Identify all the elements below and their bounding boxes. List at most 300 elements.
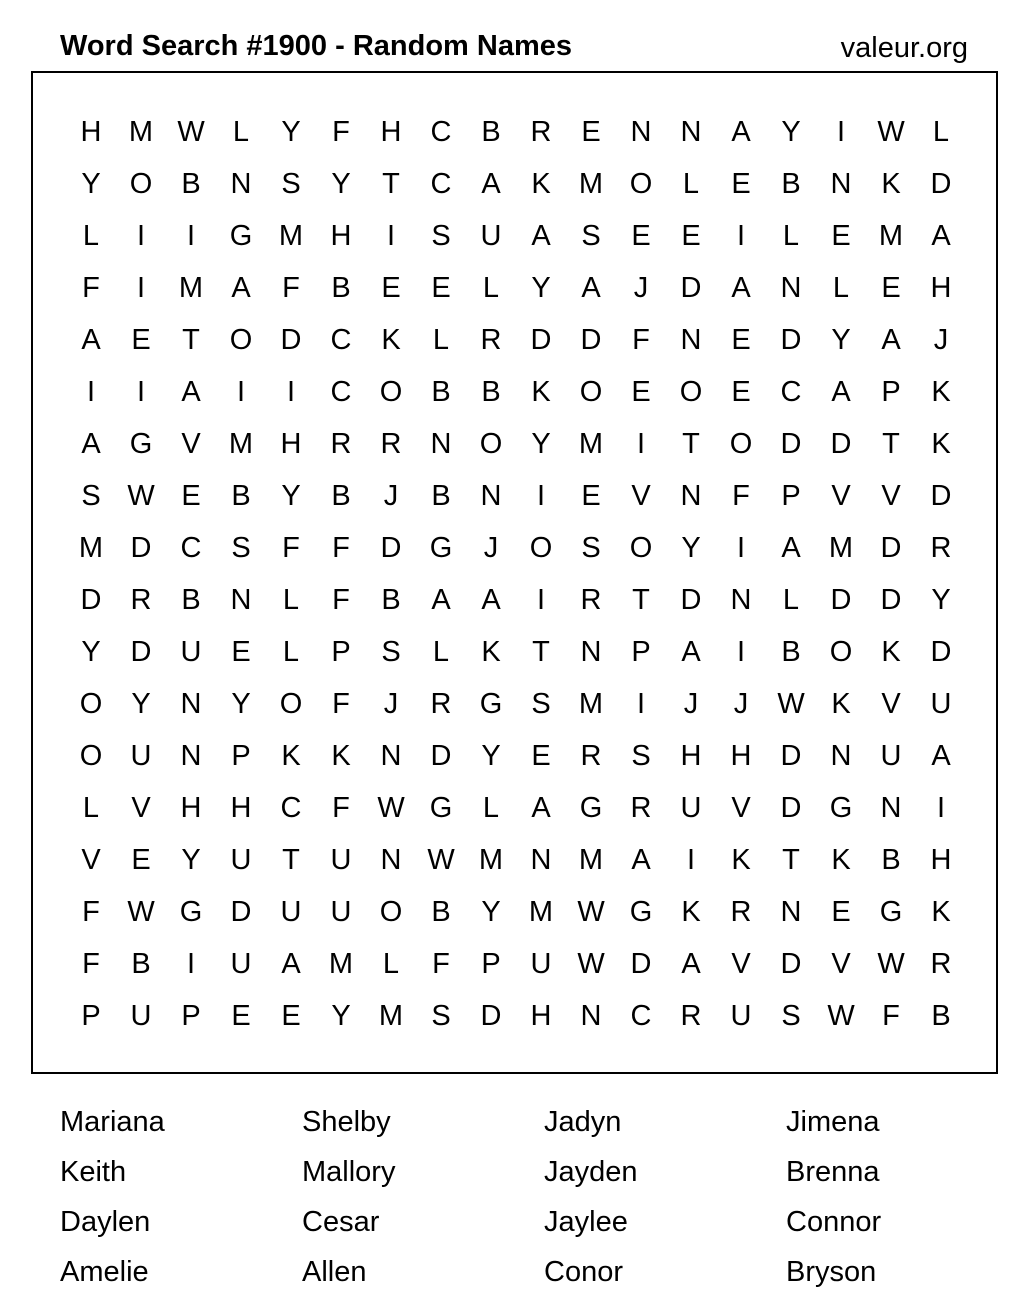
- grid-letter: E: [131, 324, 151, 356]
- grid-letter: B: [881, 844, 901, 876]
- grid-letter: O: [79, 740, 103, 772]
- grid-letter: E: [831, 896, 851, 928]
- grid-letter: T: [182, 324, 200, 356]
- grid-letter: J: [933, 324, 949, 356]
- grid-letter: L: [282, 636, 300, 668]
- grid-letter: P: [631, 636, 651, 668]
- word-list-item: Bryson: [786, 1256, 877, 1288]
- grid-letter: Y: [331, 1000, 351, 1032]
- grid-letter: H: [930, 272, 952, 304]
- grid-letter: Y: [281, 116, 301, 148]
- grid-letter: N: [780, 272, 802, 304]
- grid-letter: L: [932, 116, 950, 148]
- grid-letter: E: [231, 1000, 251, 1032]
- grid-letter: N: [630, 116, 652, 148]
- grid-letter: K: [681, 896, 701, 928]
- word-list-item: Daylen: [60, 1206, 151, 1238]
- grid-letter: N: [730, 584, 752, 616]
- grid-letter: E: [631, 220, 651, 252]
- grid-letter: G: [479, 688, 503, 720]
- grid-letter: O: [379, 376, 403, 408]
- grid-letter: H: [330, 220, 352, 252]
- grid-letter: B: [231, 480, 251, 512]
- grid-letter: A: [181, 376, 201, 408]
- grid-letter: D: [780, 740, 802, 772]
- grid-letter: L: [832, 272, 850, 304]
- grid-letter: R: [580, 740, 602, 772]
- grid-letter: B: [431, 480, 451, 512]
- grid-letter: N: [580, 636, 602, 668]
- grid-letter: D: [480, 1000, 502, 1032]
- grid-letter: B: [781, 168, 801, 200]
- grid-letter: F: [332, 584, 350, 616]
- grid-letter: V: [731, 948, 751, 980]
- grid-letter: N: [180, 688, 202, 720]
- grid-letter: N: [830, 168, 852, 200]
- grid-letter: A: [81, 324, 101, 356]
- grid-letter: S: [781, 1000, 801, 1032]
- word-list-item: Allen: [302, 1256, 367, 1288]
- grid-letter: O: [379, 896, 403, 928]
- grid-letter: B: [331, 272, 351, 304]
- grid-letter: K: [931, 428, 951, 460]
- grid-letter: Y: [81, 168, 101, 200]
- grid-letter: W: [577, 948, 605, 980]
- grid-letter: K: [831, 688, 851, 720]
- grid-letter: I: [236, 376, 246, 408]
- grid-letter: E: [731, 168, 751, 200]
- grid-letter: I: [136, 272, 146, 304]
- grid-letter: H: [930, 844, 952, 876]
- grid-letter: G: [829, 792, 853, 824]
- grid-letter: S: [581, 532, 601, 564]
- grid-letter: A: [481, 168, 501, 200]
- grid-letter: E: [731, 324, 751, 356]
- word-list-item: Jadyn: [544, 1106, 622, 1138]
- grid-letter: Y: [181, 844, 201, 876]
- grid-letter: M: [578, 844, 604, 876]
- grid-letter: S: [81, 480, 101, 512]
- grid-letter: K: [281, 740, 301, 772]
- grid-letter: Y: [831, 324, 851, 356]
- grid-letter: R: [680, 1000, 702, 1032]
- grid-letter: I: [136, 220, 146, 252]
- grid-letter: F: [282, 532, 300, 564]
- grid-letter: U: [930, 688, 952, 720]
- word-list-item: Conor: [544, 1256, 623, 1288]
- grid-letter: M: [378, 1000, 404, 1032]
- grid-letter: U: [880, 740, 902, 772]
- word-list-item: Shelby: [302, 1106, 391, 1138]
- grid-letter: R: [530, 116, 552, 148]
- grid-letter: I: [736, 636, 746, 668]
- grid-letter: G: [879, 896, 903, 928]
- grid-letter: U: [280, 896, 302, 928]
- grid-letter: D: [680, 584, 702, 616]
- grid-letter: U: [130, 1000, 152, 1032]
- grid-letter: I: [686, 844, 696, 876]
- grid-letter: A: [731, 116, 751, 148]
- grid-letter: D: [380, 532, 402, 564]
- grid-letter: G: [129, 428, 153, 460]
- grid-letter: P: [481, 948, 501, 980]
- grid-letter: U: [230, 948, 252, 980]
- grid-letter: V: [881, 688, 901, 720]
- grid-letter: D: [580, 324, 602, 356]
- grid-letter: I: [736, 220, 746, 252]
- grid-letter: L: [382, 948, 400, 980]
- grid-letter: G: [629, 896, 653, 928]
- grid-letter: P: [881, 376, 901, 408]
- grid-letter: Y: [531, 272, 551, 304]
- grid-letter: V: [631, 480, 651, 512]
- grid-letter: G: [579, 792, 603, 824]
- grid-letter: Y: [481, 896, 501, 928]
- grid-letter: L: [782, 220, 800, 252]
- grid-letter: T: [882, 428, 900, 460]
- grid-letter: A: [681, 948, 701, 980]
- grid-letter: A: [481, 584, 501, 616]
- grid-letter: B: [431, 896, 451, 928]
- grid-letter: O: [529, 532, 553, 564]
- grid-letter: H: [530, 1000, 552, 1032]
- grid-letter: I: [636, 428, 646, 460]
- grid-letter: E: [731, 376, 751, 408]
- grid-letter: R: [580, 584, 602, 616]
- grid-letter: N: [480, 480, 502, 512]
- grid-letter: M: [278, 220, 304, 252]
- grid-letter: R: [930, 948, 952, 980]
- grid-letter: C: [780, 376, 802, 408]
- word-list: [60, 1097, 1028, 1297]
- grid-letter: B: [481, 116, 501, 148]
- grid-letter: B: [381, 584, 401, 616]
- grid-letter: S: [531, 688, 551, 720]
- grid-letter: L: [432, 324, 450, 356]
- grid-letter: D: [880, 584, 902, 616]
- grid-letter: A: [281, 948, 301, 980]
- grid-letter: A: [581, 272, 601, 304]
- grid-letter: R: [630, 792, 652, 824]
- grid-letter: E: [131, 844, 151, 876]
- grid-letter: Y: [481, 740, 501, 772]
- grid-letter: S: [381, 636, 401, 668]
- grid-letter: D: [830, 584, 852, 616]
- grid-letter: W: [427, 844, 455, 876]
- puzzle-board: [31, 71, 998, 1074]
- grid-letter: U: [180, 636, 202, 668]
- grid-letter: P: [231, 740, 251, 772]
- grid-letter: W: [877, 116, 905, 148]
- grid-letter: H: [80, 116, 102, 148]
- grid-letter: U: [480, 220, 502, 252]
- grid-letter: J: [383, 688, 399, 720]
- grid-letter: O: [579, 376, 603, 408]
- grid-letter: A: [81, 428, 101, 460]
- grid-letter: N: [580, 1000, 602, 1032]
- grid-letter: A: [831, 376, 851, 408]
- grid-letter: D: [780, 324, 802, 356]
- grid-letter: O: [129, 168, 153, 200]
- grid-letter: K: [531, 376, 551, 408]
- grid-letter: M: [128, 116, 154, 148]
- grid-letter: O: [679, 376, 703, 408]
- grid-letter: D: [930, 168, 952, 200]
- grid-letter: U: [330, 844, 352, 876]
- grid-letter: A: [431, 584, 451, 616]
- grid-letter: D: [680, 272, 702, 304]
- grid-letter: M: [578, 168, 604, 200]
- grid-letter: R: [930, 532, 952, 564]
- grid-letter: V: [831, 480, 851, 512]
- grid-letter: S: [231, 532, 251, 564]
- grid-letter: F: [82, 896, 100, 928]
- grid-letter: A: [681, 636, 701, 668]
- grid-letter: G: [429, 532, 453, 564]
- grid-letter: M: [78, 532, 104, 564]
- grid-letter: T: [532, 636, 550, 668]
- grid-letter: W: [577, 896, 605, 928]
- grid-letter: F: [332, 688, 350, 720]
- grid-letter: T: [632, 584, 650, 616]
- grid-letter: D: [80, 584, 102, 616]
- grid-letter: B: [181, 168, 201, 200]
- grid-letter: I: [186, 220, 196, 252]
- grid-letter: N: [380, 844, 402, 876]
- grid-letter: J: [733, 688, 749, 720]
- grid-letter: I: [386, 220, 396, 252]
- grid-letter: D: [430, 740, 452, 772]
- grid-letter: F: [732, 480, 750, 512]
- grid-letter: Y: [131, 688, 151, 720]
- grid-letter: N: [430, 428, 452, 460]
- grid-letter: B: [181, 584, 201, 616]
- grid-letter: D: [830, 428, 852, 460]
- grid-letter: M: [878, 220, 904, 252]
- grid-letter: N: [530, 844, 552, 876]
- grid-letter: S: [431, 1000, 451, 1032]
- grid-letter: T: [782, 844, 800, 876]
- grid-letter: P: [781, 480, 801, 512]
- grid-letter: L: [682, 168, 700, 200]
- grid-letter: E: [581, 116, 601, 148]
- grid-letter: M: [228, 428, 254, 460]
- grid-letter: Y: [681, 532, 701, 564]
- grid-letter: D: [530, 324, 552, 356]
- grid-letter: Y: [81, 636, 101, 668]
- grid-letter: D: [780, 792, 802, 824]
- grid-letter: O: [729, 428, 753, 460]
- grid-letter: E: [231, 636, 251, 668]
- grid-letter: V: [181, 428, 201, 460]
- word-list-item: Jayden: [544, 1156, 638, 1188]
- grid-letter: L: [232, 116, 250, 148]
- grid-letter: C: [430, 116, 452, 148]
- grid-letter: J: [483, 532, 499, 564]
- grid-letter: I: [636, 688, 646, 720]
- grid-letter: K: [881, 168, 901, 200]
- grid-letter: S: [631, 740, 651, 772]
- grid-letter: V: [831, 948, 851, 980]
- grid-letter: E: [831, 220, 851, 252]
- grid-letter: A: [631, 844, 651, 876]
- grid-letter: O: [479, 428, 503, 460]
- grid-letter: H: [280, 428, 302, 460]
- grid-letter: N: [680, 116, 702, 148]
- grid-letter: K: [481, 636, 501, 668]
- grid-letter: O: [229, 324, 253, 356]
- grid-letter: U: [680, 792, 702, 824]
- grid-letter: N: [830, 740, 852, 772]
- grid-letter: R: [380, 428, 402, 460]
- grid-letter: K: [331, 740, 351, 772]
- grid-letter: N: [880, 792, 902, 824]
- grid-letter: S: [281, 168, 301, 200]
- grid-letter: Y: [931, 584, 951, 616]
- grid-letter: R: [480, 324, 502, 356]
- grid-letter: B: [481, 376, 501, 408]
- word-list-item: Mariana: [60, 1106, 165, 1138]
- grid-letter: G: [229, 220, 253, 252]
- grid-letter: F: [332, 532, 350, 564]
- grid-letter: E: [581, 480, 601, 512]
- grid-letter: I: [186, 948, 196, 980]
- grid-letter: I: [536, 584, 546, 616]
- grid-letter: K: [731, 844, 751, 876]
- grid-letter: L: [82, 792, 100, 824]
- word-list-item: Connor: [786, 1206, 882, 1238]
- grid-letter: M: [578, 688, 604, 720]
- word-list-item: Jimena: [786, 1106, 880, 1138]
- grid-letter: O: [79, 688, 103, 720]
- word-list-item: Mallory: [302, 1156, 396, 1188]
- grid-letter: J: [633, 272, 649, 304]
- grid-letter: H: [180, 792, 202, 824]
- site-name: valeur.org: [840, 32, 968, 64]
- word-list-item: Cesar: [302, 1206, 380, 1238]
- grid-letter: K: [531, 168, 551, 200]
- grid-letter: M: [478, 844, 504, 876]
- grid-letter: D: [230, 896, 252, 928]
- grid-letter: G: [179, 896, 203, 928]
- grid-letter: B: [131, 948, 151, 980]
- grid-letter: K: [931, 376, 951, 408]
- grid-letter: N: [180, 740, 202, 772]
- grid-letter: Y: [231, 688, 251, 720]
- grid-letter: W: [127, 480, 155, 512]
- grid-letter: I: [536, 480, 546, 512]
- grid-letter: K: [381, 324, 401, 356]
- grid-letter: C: [330, 376, 352, 408]
- grid-letter: O: [829, 636, 853, 668]
- grid-letter: D: [880, 532, 902, 564]
- grid-letter: B: [931, 1000, 951, 1032]
- grid-letter: B: [431, 376, 451, 408]
- grid-letter: L: [432, 636, 450, 668]
- grid-letter: W: [877, 948, 905, 980]
- grid-letter: E: [681, 220, 701, 252]
- grid-letter: D: [930, 636, 952, 668]
- grid-letter: J: [383, 480, 399, 512]
- grid-letter: S: [581, 220, 601, 252]
- grid-letter: F: [332, 116, 350, 148]
- grid-letter: U: [230, 844, 252, 876]
- grid-letter: H: [680, 740, 702, 772]
- grid-letter: R: [130, 584, 152, 616]
- grid-letter: D: [130, 636, 152, 668]
- grid-letter: I: [936, 792, 946, 824]
- grid-letter: C: [280, 792, 302, 824]
- grid-letter: A: [881, 324, 901, 356]
- grid-letter: S: [431, 220, 451, 252]
- grid-letter: H: [230, 792, 252, 824]
- grid-letter: M: [178, 272, 204, 304]
- grid-letter: Y: [781, 116, 801, 148]
- grid-letter: W: [127, 896, 155, 928]
- grid-letter: K: [881, 636, 901, 668]
- grid-letter: W: [177, 116, 205, 148]
- grid-letter: F: [882, 1000, 900, 1032]
- grid-letter: N: [680, 324, 702, 356]
- grid-letter: A: [531, 220, 551, 252]
- grid-letter: R: [430, 688, 452, 720]
- grid-letter: U: [130, 740, 152, 772]
- grid-letter: L: [782, 584, 800, 616]
- grid-letter: E: [181, 480, 201, 512]
- grid-letter: B: [331, 480, 351, 512]
- word-list-item: Amelie: [60, 1256, 149, 1288]
- grid-letter: E: [431, 272, 451, 304]
- grid-letter: D: [130, 532, 152, 564]
- word-list-item: Jaylee: [544, 1206, 628, 1238]
- grid-letter: F: [632, 324, 650, 356]
- grid-letter: N: [380, 740, 402, 772]
- grid-letter: W: [777, 688, 805, 720]
- puzzle-title: Word Search #1900 - Random Names: [60, 30, 572, 62]
- grid-letter: T: [682, 428, 700, 460]
- grid-letter: D: [780, 948, 802, 980]
- grid-letter: W: [827, 1000, 855, 1032]
- grid-letter: N: [680, 480, 702, 512]
- grid-letter: E: [381, 272, 401, 304]
- grid-letter: V: [131, 792, 151, 824]
- grid-letter: P: [331, 636, 351, 668]
- grid-letter: H: [380, 116, 402, 148]
- grid-letter: D: [930, 480, 952, 512]
- grid-letter: O: [279, 688, 303, 720]
- grid-letter: A: [931, 220, 951, 252]
- grid-letter: C: [430, 168, 452, 200]
- grid-letter: A: [931, 740, 951, 772]
- grid-letter: Y: [281, 480, 301, 512]
- grid-letter: W: [377, 792, 405, 824]
- grid-letter: L: [482, 792, 500, 824]
- grid-letter: K: [931, 896, 951, 928]
- grid-letter: H: [730, 740, 752, 772]
- grid-letter: P: [81, 1000, 101, 1032]
- grid-letter: I: [836, 116, 846, 148]
- grid-letter: M: [528, 896, 554, 928]
- grid-letter: L: [282, 584, 300, 616]
- grid-letter: N: [230, 584, 252, 616]
- grid-letter: L: [482, 272, 500, 304]
- grid-letter: M: [328, 948, 354, 980]
- grid-letter: L: [82, 220, 100, 252]
- grid-letter: D: [630, 948, 652, 980]
- grid-letter: V: [81, 844, 101, 876]
- grid-letter: O: [629, 532, 653, 564]
- grid-letter: C: [180, 532, 202, 564]
